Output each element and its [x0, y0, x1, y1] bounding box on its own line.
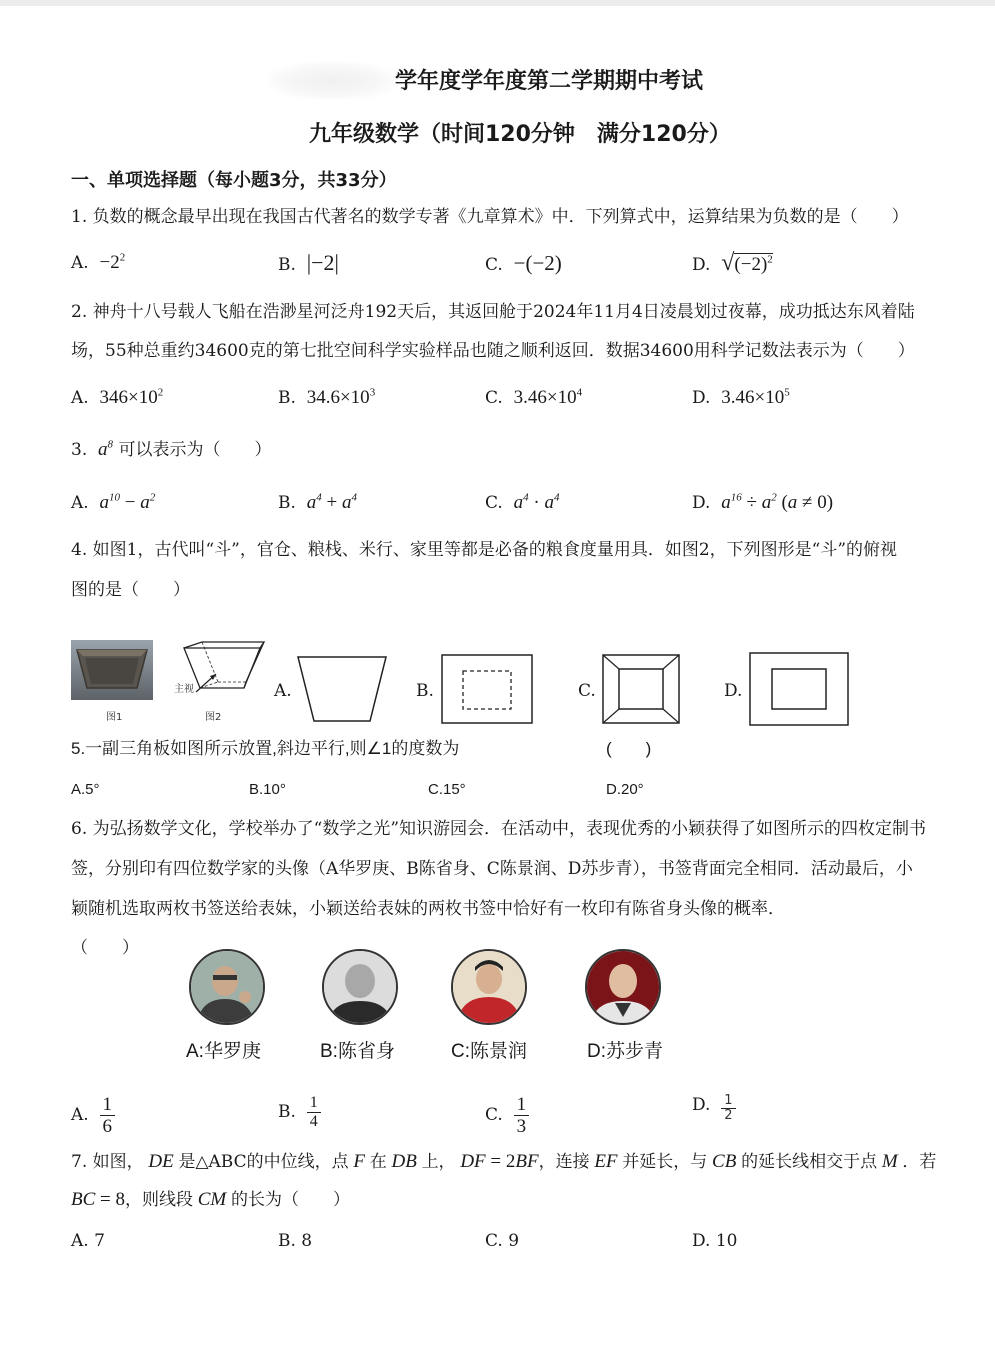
portrait-d-image — [587, 951, 659, 1023]
caption-c: C:陈景润 — [451, 1041, 528, 1062]
portrait-c-image — [453, 951, 525, 1023]
question-7-line1: 7. 如图， DE 是△ABC的中位线，点 F 在 DB 上， DF = 2BF，连接 EF 并延长，与 CB 的延长线相交于点 M ．若 — [71, 1151, 937, 1172]
portrait-a-image — [191, 951, 263, 1023]
q4-option-b-label: B. — [416, 681, 434, 701]
question-4-line2: 图的是（ ） — [71, 580, 190, 600]
caption-b: B:陈省身 — [320, 1041, 395, 1062]
q2-option-a: A. $346\times 10^2$ — [71, 386, 164, 408]
q5-option-a: A.5° — [71, 781, 100, 798]
q2-option-c: C. $3.46\times 10^4$ — [485, 386, 583, 408]
portrait-chen-jingrun — [451, 949, 527, 1025]
q4-option-d-nested-square — [748, 651, 850, 727]
q4-option-b-dashed-square — [440, 653, 534, 725]
q1-option-c: C. −(−2) — [485, 251, 562, 275]
question-6-line2: 签，分别印有四位数学家的头像（A华罗庚、B陈省身、C陈景润、D苏步青），书签背面完全相同．活动最后，小 — [71, 859, 913, 879]
q3-option-d: D. $a^{16} \div a^2$ (a ≠ 0) — [692, 491, 834, 513]
question-2-line1: 2. 神舟十八号载人飞船在浩渺星河泛舟192天后，其返回舱于2024年11月4日凌晨划过夜幕，成功抵达东风着陆 — [71, 302, 915, 322]
section-heading: 一、单项选择题（每小题3分，共33分） — [71, 170, 397, 191]
figure2-label: 图2 — [205, 712, 222, 723]
dou-photo-shape — [71, 640, 153, 700]
portrait-hua-luogeng — [189, 949, 265, 1025]
question-5-text: 5.一副三角板如图所示放置,斜边平行,则∠1的度数为 — [71, 739, 460, 758]
q4-option-c-frustum-top — [601, 653, 681, 725]
question-1-text: 1. 负数的概念最早出现在我国古代著名的数学专著《九章算术》中．下列算式中，运算结果为负数的是（ ） — [71, 207, 909, 227]
exam-title: 学年度学年度第二学期期中考试 — [395, 69, 704, 94]
question-7-line2: BC = 8，则线段 CM 的长为（ ） — [71, 1189, 350, 1210]
question-6-bracket: （ ） — [71, 938, 139, 958]
question-3-text: 3. $a^8$ 可以表示为（ ） — [71, 438, 272, 460]
q7-option-b: B. 8 — [278, 1231, 313, 1251]
q2-option-b: B. $34.6\times 10^3$ — [278, 386, 376, 408]
q7-option-a: A. 7 — [71, 1231, 105, 1251]
q5-option-d: D.20° — [606, 781, 644, 798]
q3-option-b: B. $a^4 + a^4$ — [278, 491, 357, 513]
question-2-line2: 场，55种总重约34600克的第七批空间科学实验样品也随之顺利返回．数据34600用科学记数法表示为（ ） — [71, 341, 915, 361]
question-4-line1: 4. 如图1，古代叫“斗”，官仓、粮栈、米行、家里等都是必备的粮食度量用具．如图2，下列图形是“斗”的俯视 — [71, 540, 898, 560]
q7-option-c: C. 9 — [485, 1231, 520, 1251]
q4-option-a-trapezoid — [296, 655, 388, 723]
question-6-line1: 6. 为弘扬数学文化，学校举办了“数学之光”知识游园会．在活动中，表现优秀的小颖获得了如图所示的四枚定制书 — [71, 819, 927, 839]
portrait-chen-xingshen — [322, 949, 398, 1025]
exam-subtitle: 九年级数学（时间120分钟 满分120分） — [309, 122, 731, 147]
caption-a: A:华罗庚 — [186, 1041, 261, 1062]
q6-option-c: C. $\frac{1}{3}$ — [485, 1094, 529, 1137]
top-edge — [0, 0, 995, 6]
question-6-line3: 颖随机选取两枚书签送给表妹，小颖送给表妹的两枚书签中恰好有一枚印有陈省身头像的概率． — [71, 899, 785, 919]
caption-d: D:苏步青 — [587, 1041, 664, 1062]
q5-option-c: C.15° — [428, 781, 466, 798]
figure1-dou-photo — [71, 640, 153, 700]
q5-option-b: B.10° — [249, 781, 286, 798]
q1-option-d: D. $√(-2)^2$ — [692, 250, 773, 276]
q6-option-a: A. $\frac{1}{6}$ — [71, 1094, 115, 1137]
q4-option-a-label: A. — [274, 681, 292, 701]
q1-option-b: B. |−2| — [278, 250, 339, 275]
redacted-area — [268, 62, 398, 100]
q4-option-c-label: C. — [578, 681, 596, 701]
figure1-label: 图1 — [106, 712, 123, 723]
figure2-note: 主视 — [174, 684, 194, 695]
q3-option-a: A. $a^{10} - a^2$ — [71, 491, 156, 513]
q7-option-d: D. 10 — [692, 1231, 738, 1251]
portrait-b-image — [324, 951, 396, 1023]
q2-option-d: D. $3.46\times 10^5$ — [692, 386, 790, 408]
q6-option-b: B. $\frac{1}{4}$ — [278, 1094, 321, 1131]
q1-option-a: A. $-2^2$ — [71, 251, 126, 273]
portrait-su-buqing — [585, 949, 661, 1025]
question-5-bracket: ( ) — [606, 739, 652, 758]
q3-option-c: C. $a^4 \cdot a^4$ — [485, 491, 560, 513]
q6-option-d: D. $\frac{1}{2}$ — [692, 1094, 721, 1116]
q4-option-d-label: D. — [724, 681, 743, 701]
